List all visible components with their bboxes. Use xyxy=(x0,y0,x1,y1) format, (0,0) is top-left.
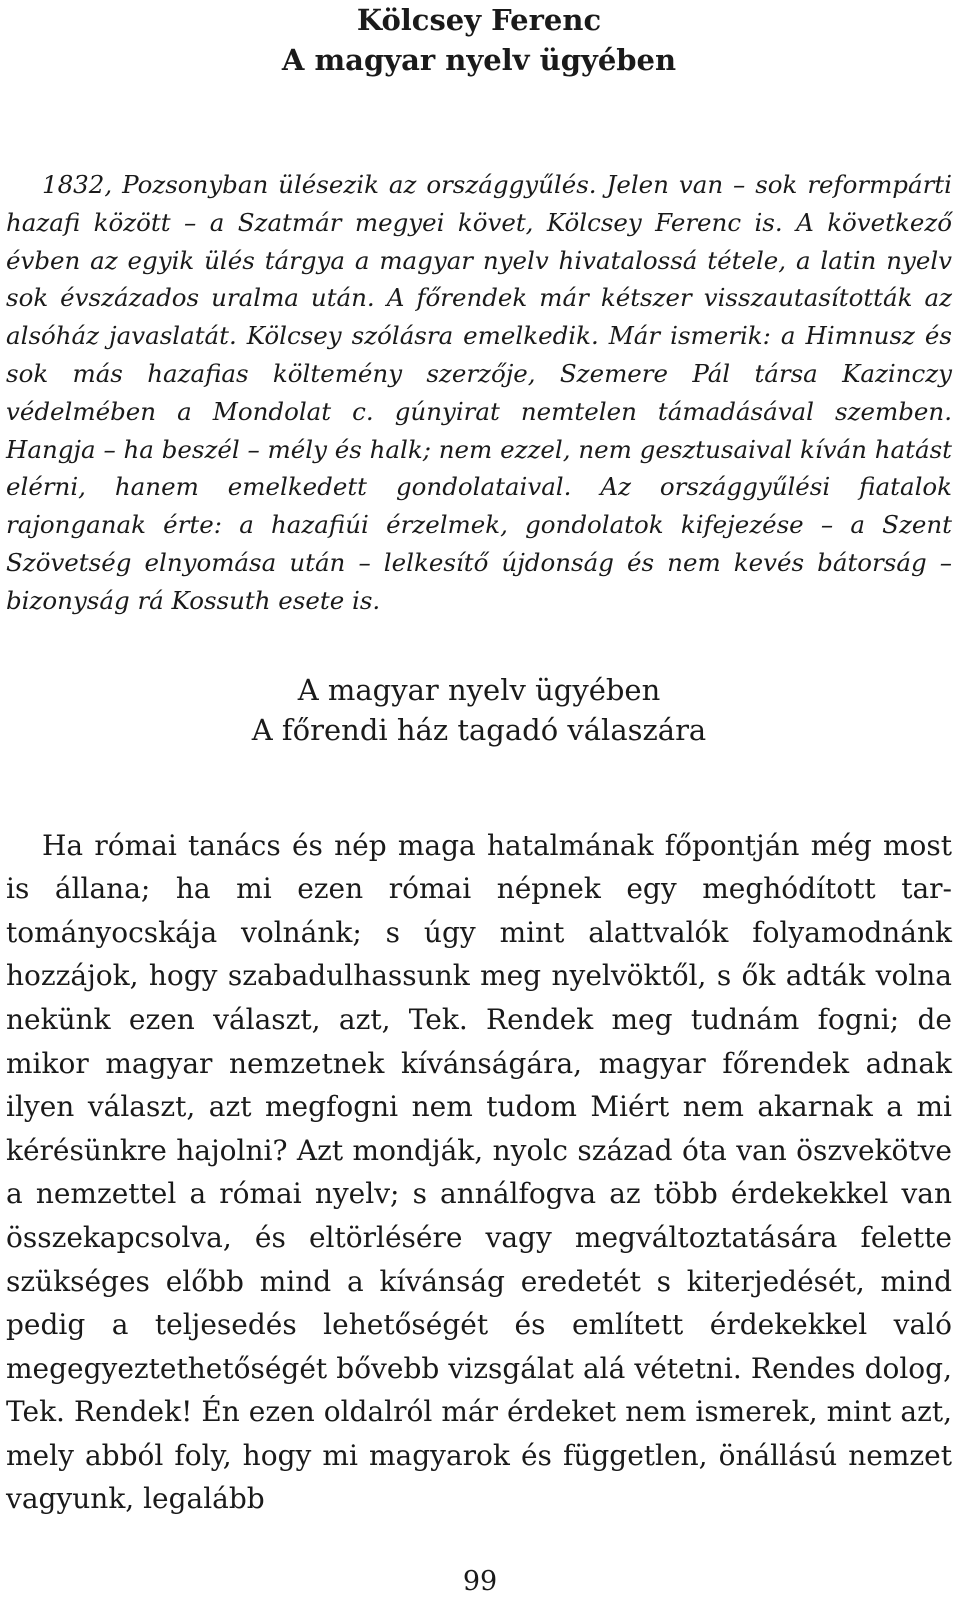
author-name: Kölcsey Ferenc xyxy=(356,3,602,37)
page-title: A magyar nyelv ügyében xyxy=(281,43,677,77)
speech-title-line-2: A főrendi ház tagadó válaszára xyxy=(251,712,707,747)
intro-paragraph: 1832, Pozsonyban ülésezik az országgyűlés. Jelen van – sok reformpárti hazafi között – a Szatmár megyei követ, Kölcsey Ferenc is. A következő évben az egyik ülés tárgya a magyar nyelv hivatalossá tétele, a latin nyelv sok évszázados uralma után. A főrendek már kétszer visszautasították az alsóház javaslatát. Kölcsey szólásra emelkedik. Már ismerik: a Himnusz és sok más hazafias költemény szerzője, Szemere Pál társa Kazinczy védelmében a Mondolat c. gúnyirat nemtelen támadásával szemben. Hangja – ha beszél – mély és halk; nem ezzel, nem gesztusaival kíván hatást elérni, hanem emelkedett gondolataival. Az országgyűlési fiatalok rajonganak érte: a hazafiúi érzelmek, gondolatok kifejezése – a Szent Szövetség elnyomása után – lelkesítő újdonság és nem kevés bátorság – bizonyság rá Kossuth esete is. xyxy=(6,170,952,615)
page-number: 99 xyxy=(462,1566,498,1597)
speech-title xyxy=(6,670,952,750)
page-header xyxy=(6,0,952,80)
speech-title-line-1: A magyar nyelv ügyében xyxy=(297,672,661,707)
speech-paragraph: Ha római tanács és nép maga hatalmának főpontján még most is állana; ha mi ezen római népnek egy meghódított tartományocskája volnánk; s úgy mint alattvalók folyamodnánk hozzájok, hogy szabadulhassunk meg nyelvöktől, s ők adták volna nekünk ezen választ, azt, Tek. Rendek meg tudnám fogni; de mikor magyar nemzetnek kívánságára, magyar főrendek adnak ilyen választ, azt megfogni nem tudom Miért nem akarnak a mi kérésünkre hajolni? Azt mondják, nyolc század óta van öszvekötve a nemzettel a római nyelv; s annálfogva az több érdekekkel van összekapcsolva, és eltörlésére vagy megváltoztatására felette szükséges előbb mind a kívánság eredetét s kiterjedését, mind pedig a teljesedés lehetőségét és említett érdekekkel való megegyeztethetőségét bővebb vizsgálat alá vétetni. Rendes dolog, Tek. Rendek! Én ezen oldalról már érdeket nem ismerek, mint azt, mely abból foly, hogy mi magyarok és független, önállású nemzet vagyunk, legalább xyxy=(6,828,952,1516)
